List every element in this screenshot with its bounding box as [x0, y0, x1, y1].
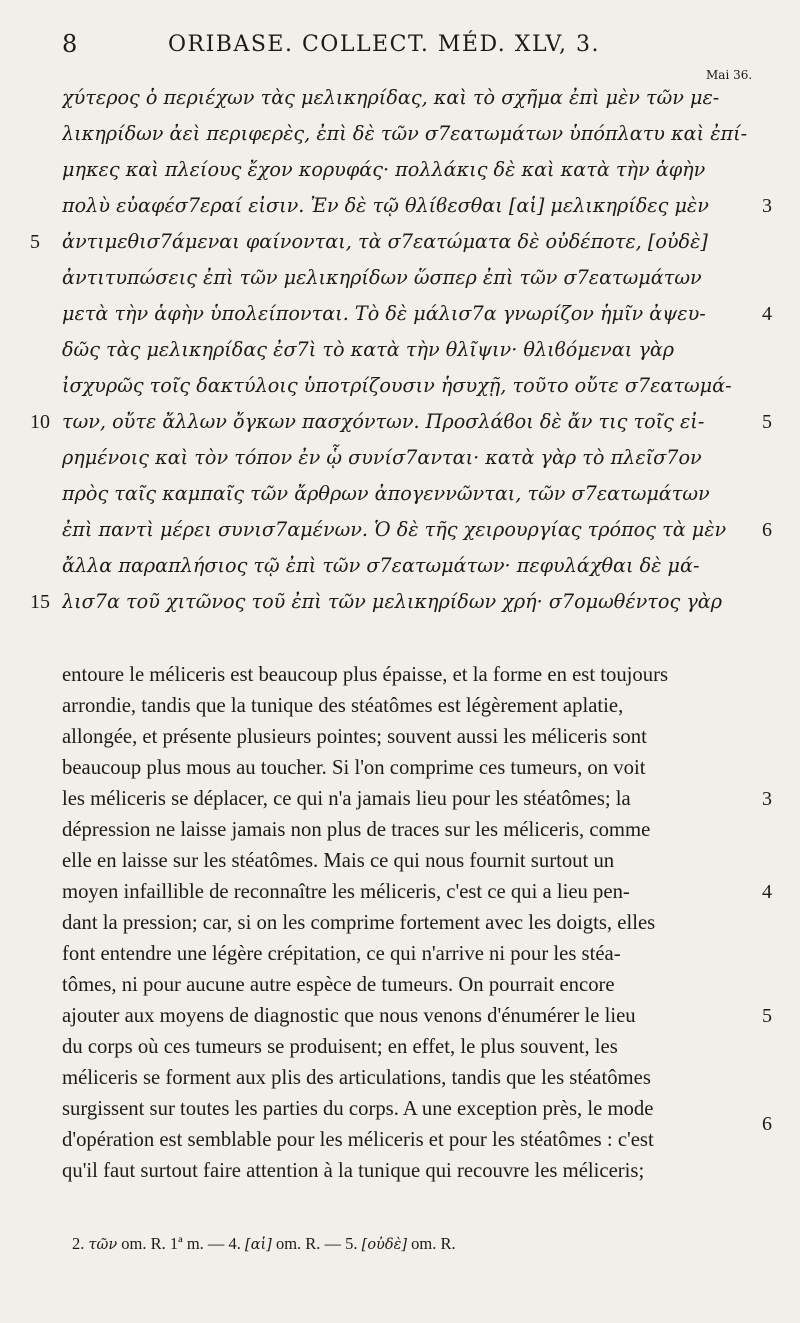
greek-line: ἄλλα παραπλήσιος τῷ ἐπὶ τῶν σ7εατωμάτων· πεφυλάχθαι δὲ μά- — [62, 554, 700, 577]
greek-line-number: 5 — [30, 231, 40, 253]
greek-line: λισ7α τοῦ χιτῶνος τοῦ ἐπὶ τῶν μελικηρίδων χρή· σ7ομωθέντος γὰρ — [62, 590, 723, 613]
greek-line: μηκες καὶ πλείους ἔχον κορυφάς· πολλάκις δὲ καὶ κατὰ τὴν ἁφὴν — [62, 158, 706, 181]
greek-line-number: 10 — [30, 411, 50, 433]
footnote-number: 2. — [72, 1234, 85, 1253]
page-header — [0, 30, 800, 82]
french-line: beaucoup plus mous au toucher. Si l'on comprime ces tumeurs, on voit — [62, 757, 646, 779]
french-section-number: 4 — [762, 881, 772, 903]
french-line: elle en laisse sur les stéatômes. Mais ce qui nous fournit surtout un — [62, 850, 615, 872]
french-line: surgissent sur toutes les parties du corps. A une exception près, le mode — [62, 1098, 654, 1120]
footnote-text: om. R. 1ª m. — 4. — [117, 1234, 246, 1253]
footnote-greek-lemma: τῶν — [88, 1237, 118, 1253]
french-line: allongée, et présente plusieurs pointes; souvent aussi les méliceris sont — [62, 726, 647, 748]
french-section-number: 3 — [762, 788, 772, 810]
greek-line: δῶς τὰς μελικηρίδας ἐσ7ὶ τὸ κατὰ τὴν θλῖψιν· θλιϐόμεναι γὰρ — [62, 338, 675, 361]
footnote-text: om. R. — [407, 1234, 456, 1253]
footnote-greek-lemma: [αἱ] — [245, 1237, 272, 1253]
french-line: d'opération est semblable pour les méliceris et pour les stéatômes : c'est — [62, 1129, 654, 1151]
french-line: moyen infaillible de reconnaître les méliceris, c'est ce qui a lieu pen- — [62, 881, 630, 903]
french-line: arrondie, tandis que la tunique des stéatômes est légèrement aplatie, — [62, 695, 624, 717]
french-line: tômes, ni pour aucune autre espèce de tumeurs. On pourrait encore — [62, 974, 615, 996]
greek-section-number: 3 — [762, 195, 772, 217]
french-section-number: 6 — [762, 1113, 772, 1135]
french-line: dépression ne laisse jamais non plus de traces sur les méliceris, comme — [62, 819, 651, 841]
running-title: ORIBASE. COLLECT. MÉD. XLV, 3. — [168, 32, 600, 57]
critical-apparatus-footnotes — [72, 1234, 752, 1254]
greek-line: λικηρίδων ἀεὶ περιφερὲς, ἐπὶ δὲ τῶν σ7εατωμάτων ὑπόπλατυ καὶ ἐπί- — [62, 122, 748, 145]
footnote-text: om. R. — 5. — [271, 1234, 362, 1253]
french-line: dant la pression; car, si on les comprime fortement avec les doigts, elles — [62, 912, 656, 934]
french-line: ajouter aux moyens de diagnostic que nous venons d'énumérer le lieu — [62, 1005, 636, 1027]
french-line: entoure le méliceris est beaucoup plus épaisse, et la forme en est toujours — [62, 664, 669, 686]
french-line: font entendre une légère crépitation, ce qui n'arrive ni pour les stéa- — [62, 943, 621, 965]
edition-reference: Mai 36. — [706, 68, 753, 82]
greek-section-number: 6 — [762, 519, 772, 541]
greek-line: των, οὔτε ἄλλων ὄγκων πασχόντων. Προσλάϐοι δὲ ἄν τις τοῖς εἰ- — [62, 410, 705, 433]
french-line: les méliceris se déplacer, ce qui n'a jamais lieu pour les stéatômes; la — [62, 788, 631, 810]
french-line: qu'il faut surtout faire attention à la tunique qui recouvre les méliceris; — [62, 1160, 645, 1182]
page-number: 8 — [62, 30, 78, 58]
greek-line-number: 15 — [30, 591, 50, 613]
greek-line: πολὺ εὐαφέσ7εραί εἰσιν. Ἐν δὲ τῷ θλίϐεσθαι [αἱ] μελικηρίδες μὲν — [62, 194, 709, 217]
greek-line: ἐπὶ παντὶ μέρει συνισ7αμένων. Ὁ δὲ τῆς χειρουργίας τρόπος τὰ μὲν — [62, 518, 727, 541]
greek-section-number: 4 — [762, 303, 772, 325]
french-line: du corps où ces tumeurs se produisent; en effet, le plus souvent, les — [62, 1036, 618, 1058]
french-section-number: 5 — [762, 1005, 772, 1027]
greek-line: χύτερος ὁ περιέχων τὰς μελικηρίδας, καὶ τὸ σχῆμα ἐπὶ μὲν τῶν με- — [62, 86, 720, 109]
greek-line: ἰσχυρῶς τοῖς δακτύλοις ὑποτρίζουσιν ἡσυχῇ, τοῦτο οὔτε σ7εατωμά- — [62, 374, 732, 397]
greek-section-number: 5 — [762, 411, 772, 433]
greek-line: ρημένοις καὶ τὸν τόπον ἐν ᾧ συνίσ7ανται· κατὰ γὰρ τὸ πλεῖσ7ον — [62, 446, 702, 469]
greek-line: πρὸς ταῖς καμπαῖς τῶν ἄρθρων ἀπογεννῶνται, τῶν σ7εατωμάτων — [62, 482, 710, 505]
footnote-greek-lemma: [οὐδὲ] — [361, 1237, 408, 1253]
greek-line: ἀντιμεθισ7άμεναι φαίνονται, τὰ σ7εατώματα δὲ οὐδέποτε, [οὐδὲ] — [62, 230, 708, 253]
greek-line: ἀντιτυπώσεις ἐπὶ τῶν μελικηρίδων ὥσπερ ἐπὶ τῶν σ7εατωμάτων — [62, 266, 702, 289]
french-line: méliceris se forment aux plis des articulations, tandis que les stéatômes — [62, 1067, 651, 1089]
greek-line: μετὰ τὴν ἁφὴν ὑπολείπονται. Τὸ δὲ μάλισ7α γνωρίζον ἡμῖν ἀψευ- — [62, 302, 706, 325]
